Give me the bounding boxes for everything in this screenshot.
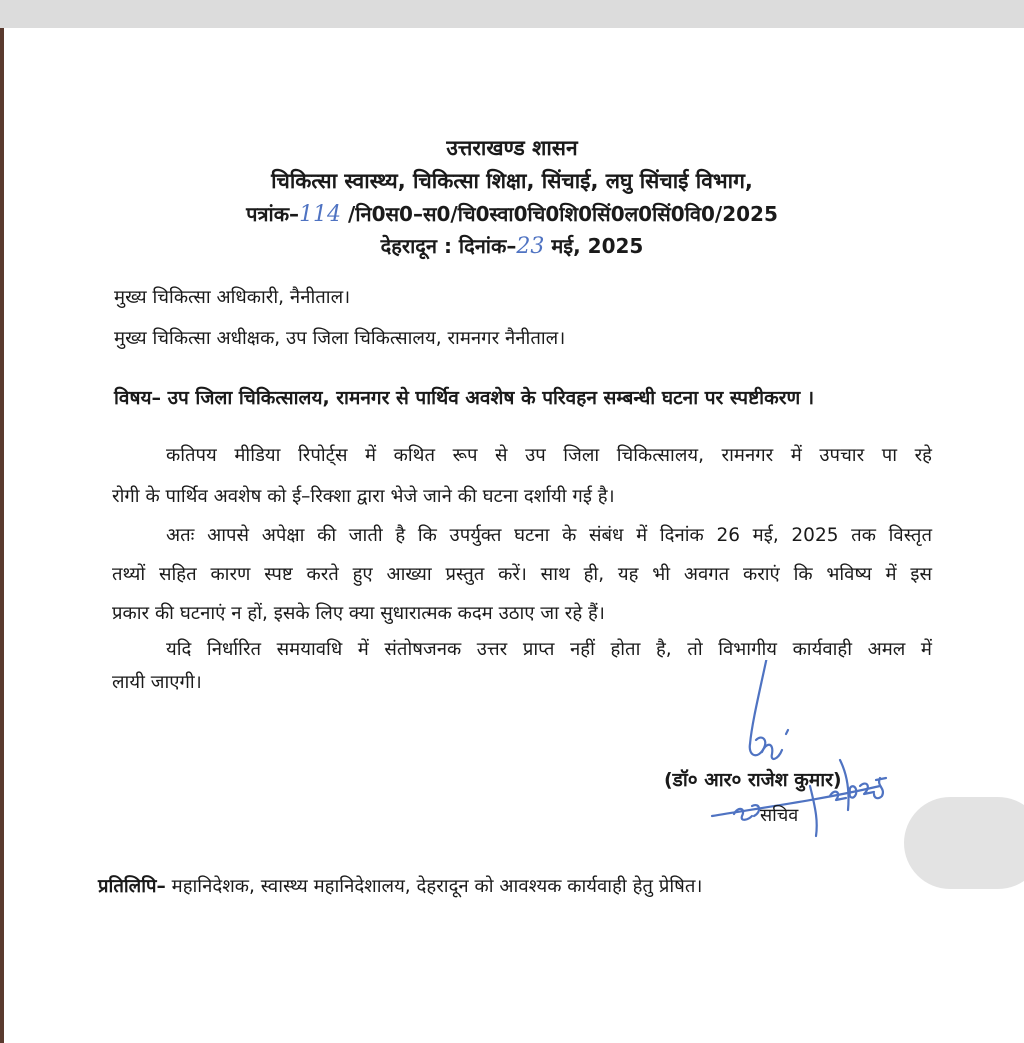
body-paragraph-1-line-2: रोगी के पार्थिव अवशेष को ई–रिक्शा द्वारा भेजे जाने की घटना दर्शायी गई है। [112, 486, 615, 507]
place-label: देहरादून : दिनांक– [380, 234, 517, 258]
body-paragraph-1-line-1: कतिपय मीडिया रिपोर्ट्स में कथित रूप से उप जिला चिकित्सालय, रामनगर में उपचार पा रहे [166, 445, 932, 466]
top-bar [0, 0, 1024, 28]
handwritten-signature [690, 660, 910, 840]
body-paragraph-3-line-1: यदि निर्धारित समयावधि में संतोषजनक उत्तर प्राप्त नहीं होता है, तो विभागीय कार्यवाही अमल में [166, 639, 932, 660]
body-paragraph-2-line-1: अतः आपसे अपेक्षा की जाती है कि उपर्युक्त घटना के संबंध में दिनांक 26 मई, 2025 तक विस्तृत [166, 525, 932, 546]
body-paragraph-2-line-2: तथ्यों सहित कारण स्पष्ट करते हुए आख्या प्रस्तुत करें। साथ ही, यह भी अवगत कराएं कि भविष्य में इस [112, 564, 932, 585]
letter-number-line [0, 200, 1024, 227]
subject-line: विषय– उप जिला चिकित्सालय, रामनगर से पार्थिव अवशेष के परिवहन सम्बन्धी घटना पर स्पष्टीकरण । [114, 387, 815, 409]
addressee-2: मुख्य चिकित्सा अधीक्षक, उप जिला चिकित्सालय, रामनगर नैनीताल। [114, 328, 566, 349]
floating-side-button[interactable] [904, 797, 1024, 889]
body-paragraph-3-line-2: लायी जाएगी। [112, 672, 202, 693]
copy-to-line [98, 873, 702, 898]
letter-number-handwritten: 114 [299, 202, 342, 227]
addressee-1: मुख्य चिकित्सा अधिकारी, नैनीताल। [114, 287, 351, 308]
government-heading: उत्तराखण्ड शासन [446, 136, 578, 160]
date-month-year: मई, 2025 [551, 234, 644, 258]
copy-to-text: महानिदेशक, स्वास्थ्य महानिदेशालय, देहरादून को आवश्यक कार्यवाही हेतु प्रेषित। [165, 876, 703, 897]
copy-to-label: प्रतिलिपि– [98, 876, 166, 897]
letter-number-suffix: /नि0स0–स0/चि0स्वा0चि0शि0सिं0ल0सिं0वि0/2025 [348, 202, 778, 226]
place-date-line [0, 232, 1024, 259]
department-heading: चिकित्सा स्वास्थ्य, चिकित्सा शिक्षा, सिंचाई, लघु सिंचाई विभाग, [271, 169, 753, 193]
body-paragraph-2-line-3: प्रकार की घटनाएं न हों, इसके लिए क्या सुधारात्मक कदम उठाए जा रहे हैं। [112, 603, 605, 624]
signatory-name: (डॉ० आर० राजेश कुमार) [664, 769, 842, 791]
letter-number-prefix: पत्रांक– [246, 202, 300, 226]
date-day-handwritten: 23 [516, 234, 545, 259]
signatory-designation: सचिव [760, 805, 799, 826]
